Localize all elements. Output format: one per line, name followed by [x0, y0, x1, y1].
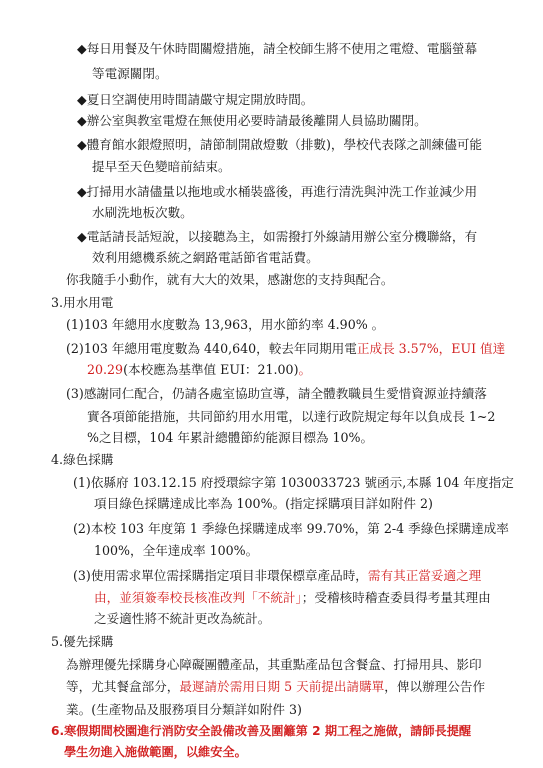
section-3-item-2-continuation: 20.29(本校應為基準值 EUI：21.00)。 — [87, 362, 312, 377]
section-3-item-3: (3)感謝同仁配合，仍請各處室協助宣導，請全體教職員生愛惜資源並持續落 — [66, 386, 487, 401]
bullet-item: ◆體育館水銀燈照明，請節制開啟燈數（排數)，學校代表隊之訓練儘可能 — [77, 137, 483, 152]
section-5-line: 業。(生產物品及服務項目分類詳如附件 3) — [66, 702, 302, 717]
bullet-item: ◆打掃用水請儘量以拖地或水桶裝盛後，再進行清洗與沖洗工作並減少用 — [77, 184, 478, 199]
bullet-continuation: 等電源關閉。 — [92, 66, 168, 81]
bullet-continuation: 水刷洗地板次數。 — [92, 205, 193, 220]
section-5-line: 為辦理優先採購身心障礙團體產品，其重點產品包含餐盒、打掃用具、影印 — [66, 657, 482, 672]
bullet-continuation: 提早至天色變暗前結束。 — [92, 159, 231, 174]
growth-highlight: 正成長 3.57%，EUI 值達 — [356, 341, 506, 356]
section-3-item-3-continuation: 實各項節能措施，共同節約用水用電，以達行政院規定每年以負成長 1~2 — [87, 409, 496, 424]
section-3-item-1: (1)103 年總用水度數為 13,963，用水節約率 4.90% 。 — [66, 317, 385, 332]
section-3-item-3-continuation: %之目標，104 年累計總體節約能源目標為 10%。 — [87, 430, 374, 445]
deadline-highlight: 最遲請於需用日期 5 天前提出請購單 — [179, 679, 385, 694]
section-4-item-3: (3)使用需求單位需採購指定項目非環保標章產品時，需有其正當妥適之理 — [73, 568, 482, 583]
approval-highlight: 由，並須簽奉校長核准改判「不統計」 — [94, 590, 302, 605]
section-4-item-1-continuation: 項目綠色採購達成比率為 100%。(指定採購項目詳如附件 2) — [94, 496, 433, 511]
bullet-item: ◆辦公室與教室電燈在無使用必要時請最後離開人員協助關閉。 — [77, 113, 427, 128]
bullet-item: ◆電話請長話短說，以接聽為主，如需撥打外線請用辦公室分機聯絡，有 — [77, 229, 478, 244]
section-4-item-1: (1)依縣府 103.12.15 府授環綜字第 1030033723 號函示,本縣 104 年度指定 — [73, 475, 514, 490]
closing-note: 你我隨手小動作，就有大大的效果，感謝您的支持與配合。 — [66, 272, 394, 287]
bullet-continuation: 效利用總機系統之網路電話節省電話費。 — [92, 250, 319, 265]
bullet-item: ◆每日用餐及午休時間關燈措施，請全校師生將不使用之電燈、電腦螢幕 — [77, 41, 478, 56]
section-5-line: 等，尤其餐盒部分，最遲請於需用日期 5 天前提出請購單，俾以辦理公告作 — [66, 679, 486, 694]
section-4-item-2: (2)本校 103 年度第 1 季綠色採購達成率 99.70%，第 2-4 季綠色採購達成率 — [73, 521, 509, 536]
section-3-heading: 3.用水用電 — [51, 295, 114, 310]
section-4-item-3-continuation: 之妥適性將不統計更改為統計。 — [94, 611, 271, 626]
section-6-notice-continuation: 學生勿進入施做範圍，以維安全。 — [64, 745, 247, 759]
section-3-item-2: (2)103 年總用電度數為 440,640，較去年同期用電正成長 3.57%，EUI 值達 — [66, 341, 506, 356]
eui-value-highlight: 20.29 — [87, 362, 124, 377]
bullet-item: ◆夏日空調使用時間請嚴守規定開放時間。 — [77, 92, 314, 107]
diamond-bullet-icon: ◆ — [77, 229, 87, 244]
section-5-heading: 5.優先採購 — [51, 634, 114, 649]
diamond-bullet-icon: ◆ — [77, 184, 87, 199]
diamond-bullet-icon: ◆ — [77, 113, 87, 128]
diamond-bullet-icon: ◆ — [77, 92, 87, 107]
section-4-item-2-continuation: 100%，全年達成率 100%。 — [94, 543, 259, 558]
section-6-notice: 6.寒假期間校園進行消防安全設備改善及圍籬第 2 期工程之施做，請師長提醒 — [51, 724, 472, 738]
approval-highlight: 需有其正當妥適之理 — [367, 568, 482, 583]
section-4-heading: 4.綠色採購 — [51, 452, 114, 467]
diamond-bullet-icon: ◆ — [77, 137, 87, 152]
diamond-bullet-icon: ◆ — [77, 41, 87, 56]
section-4-item-3-continuation: 由，並須簽奉校長核准改判「不統計」；受稽核時稽查委員得考量其理由 — [94, 590, 491, 605]
